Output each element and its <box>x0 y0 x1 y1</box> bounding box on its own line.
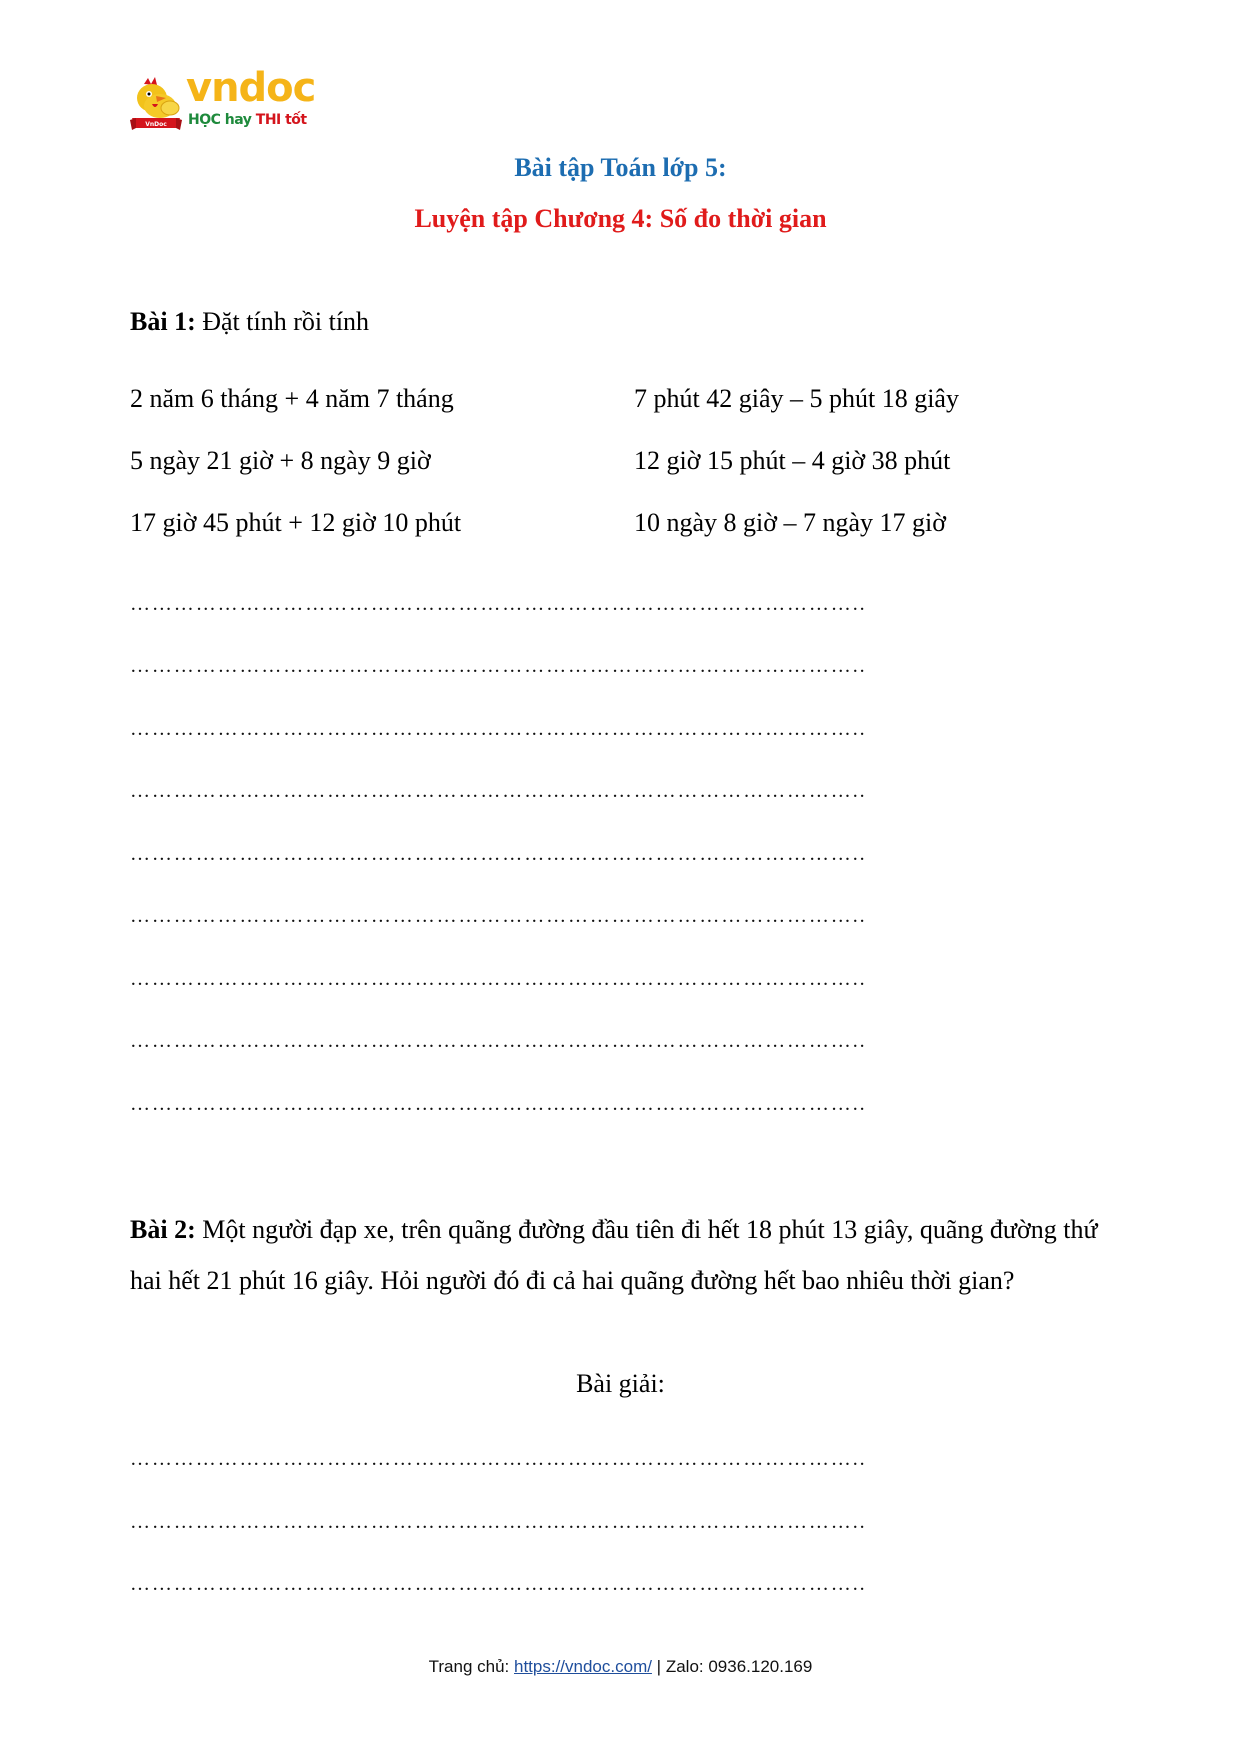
answer-line: ……………………………………………………………………………………….. <box>130 969 867 989</box>
homepage-link[interactable]: https://vndoc.com/ <box>514 1657 652 1676</box>
problem-right-3: 10 ngày 8 giờ – 7 ngày 17 giờ <box>634 508 947 537</box>
answer-line: ……………………………………………………………………………………….. <box>130 1574 867 1594</box>
answer-line: ……………………………………………………………………………………….. <box>130 781 867 801</box>
page-subtitle: Luyện tập Chương 4: Số đo thời gian <box>414 204 827 233</box>
answer-line: ……………………………………………………………………………………….. <box>130 906 867 926</box>
answer-line: ……………………………………………………………………………………….. <box>130 719 867 739</box>
answer-line: ……………………………………………………………………………………….. <box>130 1512 867 1532</box>
exercise-1-heading <box>130 307 369 337</box>
answer-line: ……………………………………………………………………………………….. <box>130 1031 867 1051</box>
footer-separator: | <box>651 1657 666 1676</box>
svg-text:VnDoc: VnDoc <box>145 121 167 128</box>
slogan-part-2: THI tốt <box>255 112 307 128</box>
exercise-1-instruction: Đặt tính rồi tính <box>202 307 370 336</box>
vndoc-logo <box>130 65 316 136</box>
footer-prefix: Trang chủ: <box>428 1657 514 1676</box>
answer-line: ……………………………………………………………………………………….. <box>130 844 867 864</box>
exercise-2-text: Một người đạp xe, trên quãng đường đầu tiên đi hết 18 phút 13 giây, quãng đường thứ hai hết 21 phút 16 giây. Hỏi người đó đi cả hai quãng đường hết bao nhiêu thời gian? <box>130 1215 1098 1295</box>
slogan-part-1: HỌC hay <box>188 112 252 128</box>
exercise-2-problem <box>130 1205 1120 1306</box>
problem-right-1: 7 phút 42 giây – 5 phút 18 giây <box>634 384 959 413</box>
problem-right-2: 12 giờ 15 phút – 4 giờ 38 phút <box>634 446 951 475</box>
logo-brand-text: vndoc <box>186 65 316 111</box>
problem-left-3: 17 giờ 45 phút + 12 giờ 10 phút <box>130 508 462 537</box>
page-footer <box>0 1656 1241 1678</box>
answer-line: ……………………………………………………………………………………….. <box>130 656 867 676</box>
logo-slogan <box>188 112 307 128</box>
problem-left-2: 5 ngày 21 giờ + 8 ngày 9 giờ <box>130 446 431 475</box>
rooster-mascot-icon <box>130 76 182 132</box>
answer-line: ……………………………………………………………………………………….. <box>130 594 867 614</box>
solution-label: Bài giải: <box>576 1369 665 1398</box>
exercise-1-label: Bài 1: <box>130 307 196 336</box>
problem-left-1: 2 năm 6 tháng + 4 năm 7 tháng <box>130 384 454 413</box>
answer-line: ……………………………………………………………………………………….. <box>130 1094 867 1114</box>
footer-zalo: Zalo: 0936.120.169 <box>665 1657 813 1676</box>
page-title: Bài tập Toán lớp 5: <box>514 153 727 182</box>
answer-line: ……………………………………………………………………………………….. <box>130 1449 867 1469</box>
exercise-2-label: Bài 2: <box>130 1215 196 1244</box>
